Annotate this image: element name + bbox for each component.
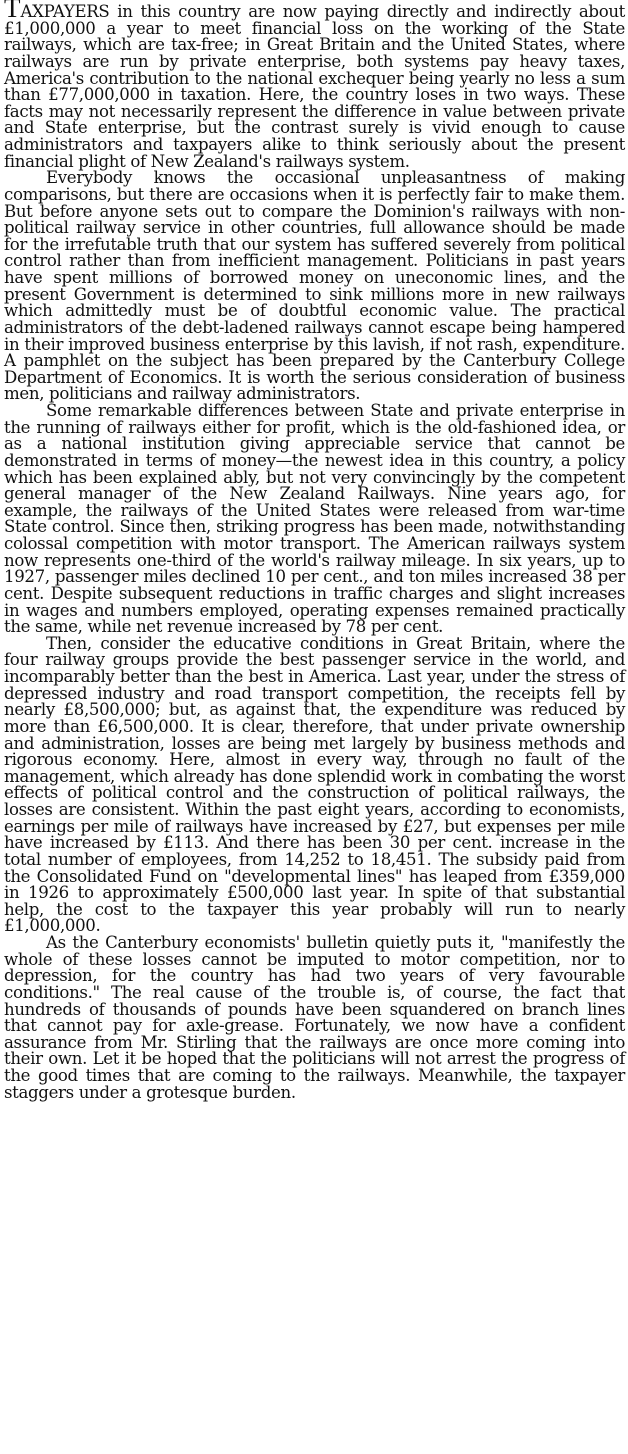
paragraph-5: As the Canterbury economists' bulletin quietly puts it, "manifestly the whole of these losses cannot be imputed to motor competition, nor to depression, for the country has had two years of very favourable conditions." The real cause of the trouble is, of course, the fact that hundreds of thousands of pounds have been squandered on branch lines that cannot pay for axle-grease. Fortunately, we now have a confident assurance from Mr. Stirling that the railways are once more coming into their own. Let it be hoped that the politicians will not arrest the progress of the good times that are coming to the railways. Meanwhile, the taxpayer staggers under a grotesque burden. bbox=[4, 933, 625, 1102]
paragraph-2: Everybody knows the occasional unpleasantness of making comparisons, but there are occasions when it is perfectly fair to make them. But before anyone sets out to compare the Dominion's railways with non-political railway service in other countries, full allowance should be made for the irrefutable truth that our system has suffered severely from political control rather than from inefficient management. Politicians in past years have spent millions of borrowed money on uneconomic lines, and the present Government is determined to sink millions more in new railways which admittedly must be of doubtful economic value. The practical administrators of the debt-ladened railways cannot escape being hampered in their improved business enterprise by this lavish, if not rash, expenditure. A pamphlet on the subject has been prepared by the Canterbury College Department of Economics. It is worth the serious consideration of business men, politicians and railway administrators. bbox=[4, 168, 625, 404]
drop-cap: T bbox=[4, 0, 21, 23]
paragraph-3: Some remarkable differences between State and private enterprise in the running of railways either for profit, which is the old-fashioned idea, or as a national institution giving appreciable service that cannot be demonstrated in terms of money—the newest idea in this country, a policy which has been explained ably, but not very convincingly by the competent general manager of the New Zealand Railways. Nine years ago, for example, the railways of the United States were released from war-time State control. Since then, striking progress has been made, notwithstanding colossal competition with motor transport. The American railways system now represents one-third of the world's railway mileage. In six years, up to 1927, passenger miles declined 10 per cent., and ton miles increased 38 per cent. Despite subsequent reductions in traffic charges and slight increases in wages and numbers employed, operating expenses remained practically the same, while net revenue increased by 78 per cent. bbox=[4, 401, 625, 637]
paragraph-4: Then, consider the educative conditions in Great Britain, where the four railway groups provide the best passenger service in the world, and incomparably better than the best in America. Last year, under the stress of depressed industry and road transport competition, the receipts fell by nearly £8,500,000; but, as against that, the expenditure was reduced by more than £6,500,000. It is clear, therefore, that under private ownership and administration, losses are being met largely by business methods and rigorous economy. Here, almost in every way, through no fault of the management, which already has done splendid work in combating the worst effects of political control and the construction of political railways, the losses are consistent. Within the past eight years, according to economists, earnings per mile of railways have increased by £27, but expenses per mile have increased by £113. And there has been 30 per cent. increase in the total number of employees, from 14,252 to 18,451. The subsidy paid from the Consolidated Fund on "developmental lines" has leaped from £359,000 in 1926 to approximately £500,000 last year. In spite of that substantial help, the cost to the taxpayer this year probably will run to nearly £1,000,000. bbox=[4, 633, 625, 936]
paragraph-1 bbox=[4, 0, 625, 170]
paragraph-1-text: AXPAYERS in this country are now paying directly and indirectly about £1,000,000 a year to meet financial loss on the working of the State railways, which are tax-free; in Great Britain and the United States, where railways are run by private enterprise, both systems pay heavy taxes, America's contribution to the national exchequer being yearly no less a sum than £77,000,000 in taxation. Here, the country loses in two ways. These facts may not necessarily represent the difference in value between private and State enterprise, but the contrast surely is vivid enough to cause administrators and taxpayers alike to think seriously about the present financial plight of New Zealand's railways system. bbox=[4, 2, 625, 171]
